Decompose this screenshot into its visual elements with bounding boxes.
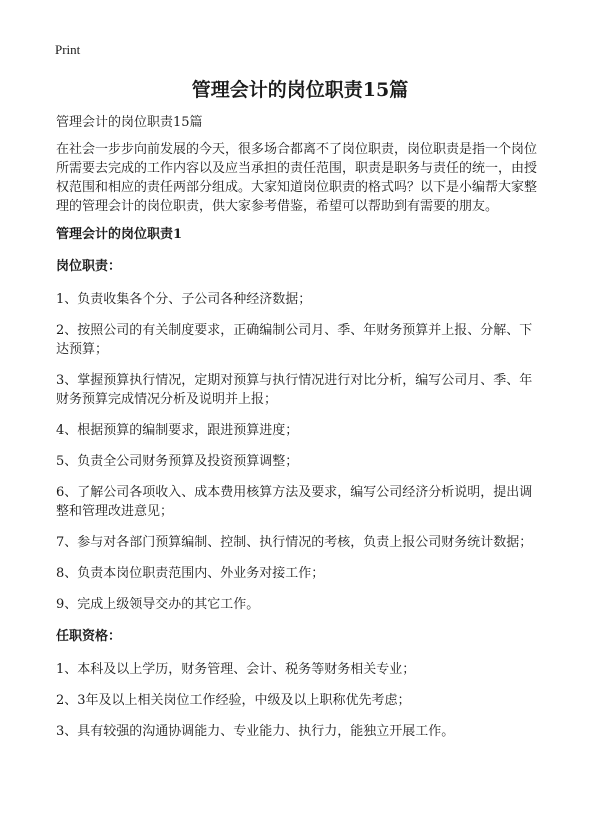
section-heading: 管理会计的岗位职责1 bbox=[56, 227, 183, 242]
duty-item: 3、掌握预算执行情况，定期对预算与执行情况进行对比分析，编写公司月、季、年财务预算完成情况分析及说明并上报； bbox=[56, 373, 533, 407]
duty-item: 5、负责全公司财务预算及投资预算调整； bbox=[56, 454, 299, 469]
duty-item: 1、负责收集各个分、子公司各种经济数据； bbox=[56, 292, 312, 307]
intro-paragraph: 在社会一步步向前发展的今天，很多场合都离不了岗位职责，岗位职责是指一个岗位所需要去完成的工作内容以及应当承担的责任范围，职责是职务与责任的统一，由授权范围和相应的责任两部分组成。大家知道岗位职责的格式吗？以下是小编帮大家整理的管理会计的岗位职责，供大家参考借鉴，希望可以帮助到有需要的朋友。 bbox=[56, 142, 538, 214]
duty-item: 7、参与对各部门预算编制、控制、执行情况的考核，负责上报公司财务统计数据； bbox=[56, 535, 533, 550]
duty-item: 2、按照公司的有关制度要求，正确编制公司月、季、年财务预算并上报、分解、下达预算； bbox=[56, 323, 533, 357]
duty-item: 6、了解公司各项收入、成本费用核算方法及要求，编写公司经济分析说明，提出调整和管理改进意见； bbox=[56, 485, 533, 519]
qualifications-list bbox=[56, 660, 544, 741]
qualification-item: 2、3年及以上相关岗位工作经验，中级及以上职称优先考虑； bbox=[56, 693, 411, 708]
duty-item: 9、完成上级领导交办的其它工作。 bbox=[56, 597, 260, 612]
duty-item: 4、根据预算的编制要求，跟进预算进度； bbox=[56, 423, 299, 438]
qualification-item: 1、本科及以上学历，财务管理、会计、税务等财务相关专业； bbox=[56, 662, 416, 677]
document-subtitle: 管理会计的岗位职责15篇 bbox=[56, 115, 203, 130]
print-link[interactable]: Print bbox=[55, 42, 81, 57]
duty-item: 8、负责本岗位职责范围内、外业务对接工作； bbox=[56, 566, 325, 581]
qualifications-heading: 任职资格： bbox=[56, 629, 122, 644]
duties-heading: 岗位职责： bbox=[56, 259, 122, 274]
qualification-item: 3、具有较强的沟通协调能力、专业能力、执行力，能独立开展工作。 bbox=[56, 724, 455, 739]
document-title: 管理会计的岗位职责15篇 bbox=[191, 79, 409, 101]
duties-list bbox=[56, 290, 544, 614]
